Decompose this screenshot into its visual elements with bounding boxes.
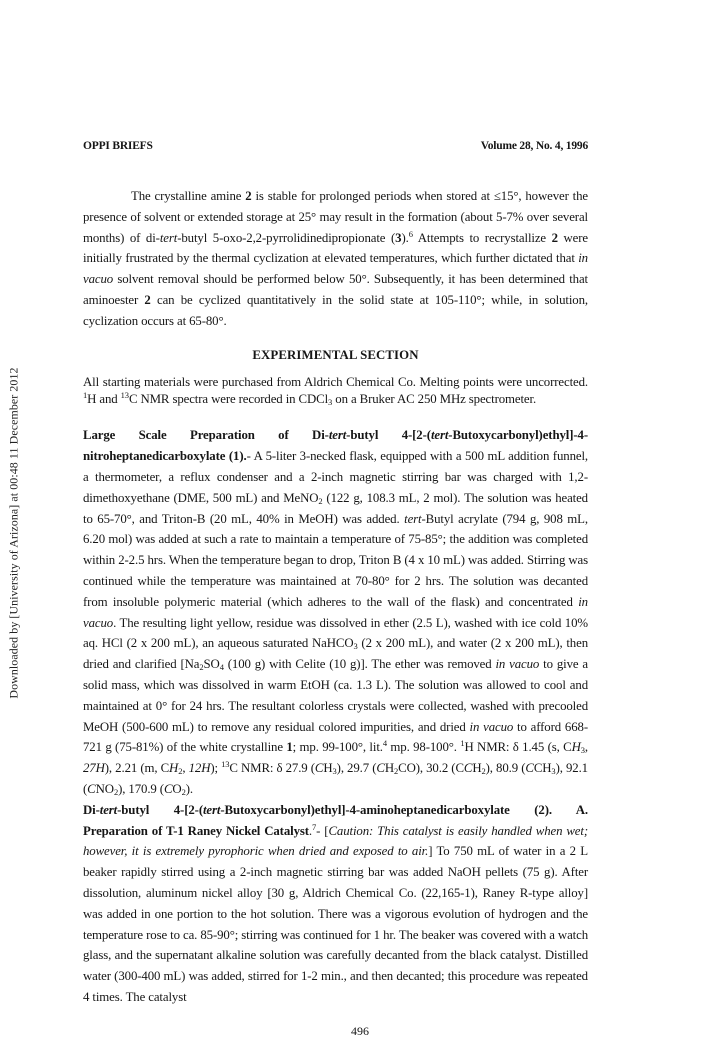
paragraph-amine-stability: The crystalline amine 2 is stable for prolonged periods when stored at ≤15°, however the presence of solvent or extended storage at 25° may result in the formation (about 5-7% over several months) of di-tert-butyl 5-oxo-2,2-pyrrolidinedipropionate (3).$^6$ Attempts to recrystallize 2 were initially frustrated by the thermal cyclization at elevated temperatures, which further dictated that in vacuo solvent removal should be performed below 50°. Subsequently, it has been determined that aminoester 2 can be cyclized quantitatively in the solid state at 105-110°; while, in solution, cyclization occurs at 65-80°. (83, 189, 588, 328)
running-header-journal: OPPI BRIEFS (83, 140, 153, 152)
download-note: Downloaded by [University of Arizona] at 00:48 11 December 2012 (6, 367, 21, 699)
paragraph-raney-nickel: Di-tert-butyl 4-[2-(tert-Butoxycarbonyl)ethyl]-4-aminoheptanedicarboxylate (2). A. Preparation of T-1 Raney Nickel Catalyst.$^7$- [Caution: This catalyst is easily handled when wet; however, it is extremely pyrophoric when dried and exposed to air.] To 750 mL of water in a 2 L beaker rapidly stirred using a 2-inch magnetic stirring bar was added NaOH pellets (75 g). After dissolution, aluminum nickel alloy [30 g, Aldrich Chemical Co. (22,165-1), Raney R-type alloy] was added in one portion to the hot solution. There was a vigorous evolution of hydrogen and the temperature rose to ca. 85-90°; stirring was continued for 1 hr. The beaker was covered with a watch glass, and the supernatant alkaline solution was carefully decanted from the black catalyst. Distilled water (300-400 mL) was added, stirred for 1-2 min., and then decanted; this procedure was repeated 4 times. The catalyst (83, 802, 588, 1004)
paragraph-general-methods: All starting materials were purchased from Aldrich Chemical Co. Melting points were uncorrected. $^1$H and $^{13}$C NMR spectra were recorded in CDCl$_3$ on a Bruker AC 250 MHz spectrometer. (83, 375, 588, 408)
paragraph-large-scale-preparation: Large Scale Preparation of Di-tert-butyl 4-[2-(tert-Butoxycarbonyl)ethyl]-4-nitroheptanedicarboxylate (1).- A 5-liter 3-necked flask, equipped with a 500 mL addition funnel, a thermometer, a reflux condenser and a 2-inch magnetic stirring bar was charged with 1,2-dimethoxyethane (DME, 500 mL) and MeNO$_2$ (122 g, 108.3 mL, 2 mol). The solution was heated to 65-70°, and Triton-B (20 mL, 40% in MeOH) was added. tert-Butyl acrylate (794 g, 908 mL, 6.20 mol) was added at such a rate to maintain a temperature of 75-85°; the addition was completed within 2-2.5 hrs. When the temperature began to drop, Triton B (4 x 10 mL) was added. Stirring was continued while the temperature was maintained at 70-80° for 2 hrs. The solution was decanted from insoluble polymeric material (which adheres to the wall of the flask) and concentrated in vacuo. The resulting light yellow, residue was dissolved in ether (2.5 L), washed with ice cold 10% aq. HCl (2 x 200 mL), an aqueous saturated NaHCO$_3$ (2 x 200 mL), and water (2 x 200 mL), then dried and clarified [$Na_2SO_4$ (100 g) with Celite (10 g)]. The ether was removed in vacuo to give a solid mass, which was dissolved in warm EtOH (ca. 1.3 L). The solution was allowed to cool and maintained at 0° for 24 hrs. The resultant colorless crystals were collected, washed with precooled MeOH (500-600 mL) to remove any residual colored impurities, and dried in vacuo to afford 668-721 g (75-81%) of the white crystalline 1; mp. 99-100°, lit.$^4$ mp. 98-100°. $^1$H NMR: δ 1.45 (s, $CH_3$, 27H), 2.21 (m, $CH_2$, 12H); $^{13}$C NMR: δ 27.9 $(CH_3)$, 29.7 $(CH_2CO)$, 30.2 $(CCH_2)$, 80.9 $(CCH_3)$, 92.1 $(CNO_2)$, 170.9 $(CO_2)$. (83, 428, 588, 797)
article-body (83, 186, 588, 1008)
page-number: 496 (351, 1024, 369, 1038)
download-sidebar (2, 345, 26, 721)
section-heading: EXPERIMENTAL SECTION (252, 347, 419, 362)
running-header-volume: Volume 28, No. 4, 1996 (480, 140, 588, 152)
